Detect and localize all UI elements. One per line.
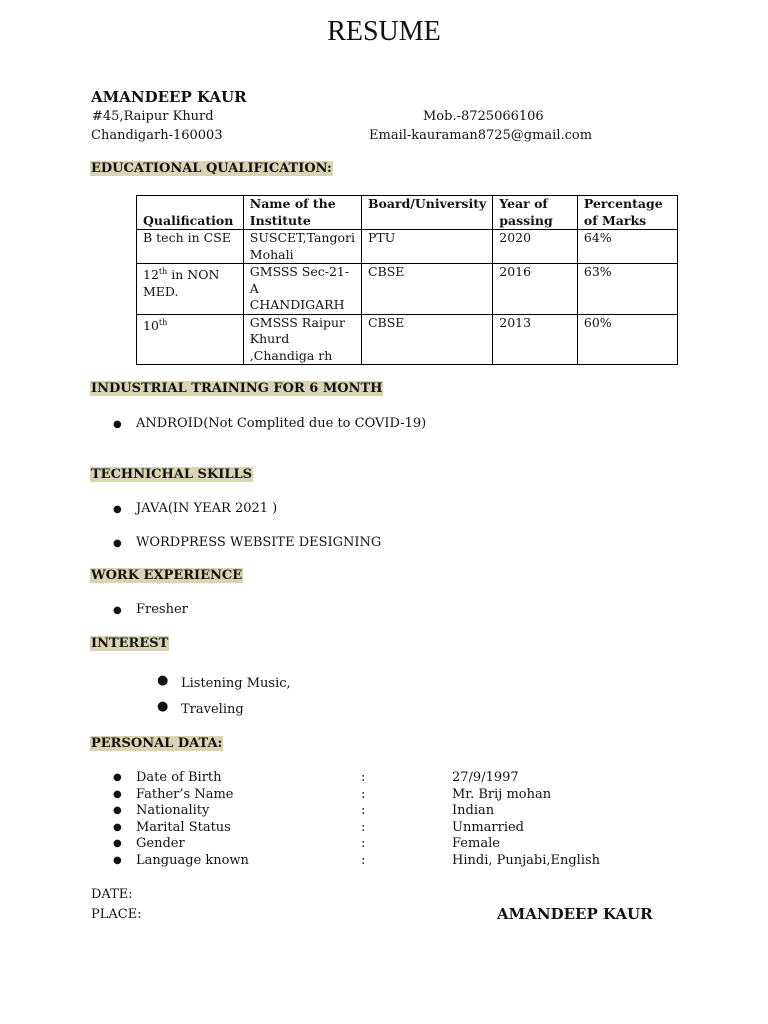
list-item: ANDROID(Not Complited due to COVID-19): [136, 416, 427, 431]
field-value: Indian: [452, 803, 495, 818]
column-header: Percentage of Marks: [577, 196, 677, 230]
bullet-icon: ●: [113, 838, 122, 849]
personal-heading: PERSONAL DATA:: [91, 736, 223, 751]
field-label: Father’s Name: [136, 787, 234, 802]
resume-title: RESUME: [327, 16, 441, 47]
field-separator: :: [361, 803, 366, 818]
table-cell: PTU: [361, 230, 492, 264]
table-cell: [137, 264, 244, 315]
field-separator: :: [361, 853, 366, 868]
personal-row: [0, 787, 768, 804]
table-cell: CBSE: [361, 264, 492, 315]
address-line-1: #45,Raipur Khurd: [92, 109, 214, 124]
skills-heading: TECHNICHAL SKILLS: [91, 467, 252, 482]
ordinal-suffix: th: [158, 267, 168, 276]
bullet-icon: ●: [113, 822, 122, 833]
list-item: WORDPRESS WEBSITE DESIGNING: [136, 535, 382, 550]
place-label: PLACE:: [91, 907, 142, 922]
table-cell: 2013: [493, 314, 578, 365]
personal-row: [0, 853, 768, 870]
signature-name: AMANDEEP KAUR: [497, 905, 653, 923]
field-separator: :: [361, 770, 366, 785]
list-item: JAVA(IN YEAR 2021 ): [136, 501, 278, 516]
bullet-icon: ●: [113, 538, 122, 549]
field-label: Date of Birth: [136, 770, 222, 785]
field-label: Nationality: [136, 803, 210, 818]
column-header: Year of passing: [493, 196, 578, 230]
interest-heading: INTEREST: [91, 636, 169, 651]
field-separator: :: [361, 836, 366, 851]
table-cell: GMSSS Sec-21-A CHANDIGARH: [243, 264, 361, 315]
field-value: Mr. Brij mohan: [452, 787, 552, 802]
table-row: [137, 314, 678, 365]
date-label: DATE:: [91, 887, 133, 902]
field-value: Female: [452, 836, 500, 851]
bullet-icon: ●: [113, 772, 122, 783]
list-item: Traveling: [181, 702, 244, 717]
applicant-name: AMANDEEP KAUR: [91, 88, 247, 106]
column-header: Qualification: [137, 196, 244, 230]
personal-row: [0, 770, 768, 787]
education-table: [136, 195, 678, 365]
table-cell: [137, 314, 244, 365]
table-cell: B tech in CSE: [137, 230, 244, 264]
table-row: [137, 230, 678, 264]
table-cell: 63%: [577, 264, 677, 315]
bullet-icon: ●: [113, 504, 122, 515]
bullet-icon: ●: [113, 789, 122, 800]
table-cell: 64%: [577, 230, 677, 264]
address-line-2: Chandigarh-160003: [91, 128, 223, 143]
table-cell: CBSE: [361, 314, 492, 365]
field-separator: :: [361, 787, 366, 802]
field-label: Gender: [136, 836, 185, 851]
field-value: 27/9/1997: [452, 770, 519, 785]
personal-row: [0, 820, 768, 837]
ordinal-number: 12: [143, 267, 159, 283]
bullet-icon: ●: [157, 699, 169, 714]
table-row: [137, 264, 678, 315]
table-cell: 60%: [577, 314, 677, 365]
column-header: Name of the Institute: [243, 196, 361, 230]
ordinal-number: 10: [143, 317, 159, 333]
work-heading: WORK EXPERIENCE: [91, 568, 243, 583]
table-cell: GMSSS Raipur Khurd ,Chandiga rh: [243, 314, 361, 365]
list-item: Fresher: [136, 602, 188, 617]
table-header-row: [137, 196, 678, 230]
bullet-icon: ●: [113, 855, 122, 866]
bullet-icon: ●: [113, 805, 122, 816]
field-value: Hindi, Punjabi,English: [452, 853, 601, 868]
column-header: Board/University: [361, 196, 492, 230]
table-cell: 2016: [493, 264, 578, 315]
ordinal-suffix: th: [158, 317, 168, 327]
education-heading: EDUCATIONAL QUALIFICATION:: [91, 161, 332, 176]
bullet-icon: ●: [113, 605, 122, 616]
field-label: Marital Status: [136, 820, 231, 835]
table-cell: 2020: [493, 230, 578, 264]
bullet-icon: ●: [113, 419, 122, 430]
email-address: Email-kauraman8725@gmail.com: [369, 128, 593, 143]
personal-row: [0, 803, 768, 820]
mobile-number: Mob.-8725066106: [423, 109, 544, 124]
bullet-icon: ●: [157, 673, 169, 688]
training-heading: INDUSTRIAL TRAINING FOR 6 MONTH: [91, 381, 383, 396]
field-label: Language known: [136, 853, 249, 868]
field-value: Unmarried: [452, 820, 525, 835]
table-cell: SUSCET,Tangori Mohali: [243, 230, 361, 264]
field-separator: :: [361, 820, 366, 835]
personal-row: [0, 836, 768, 853]
qualification-text: in NON MED.: [143, 267, 220, 299]
list-item: Listening Music,: [181, 676, 291, 691]
